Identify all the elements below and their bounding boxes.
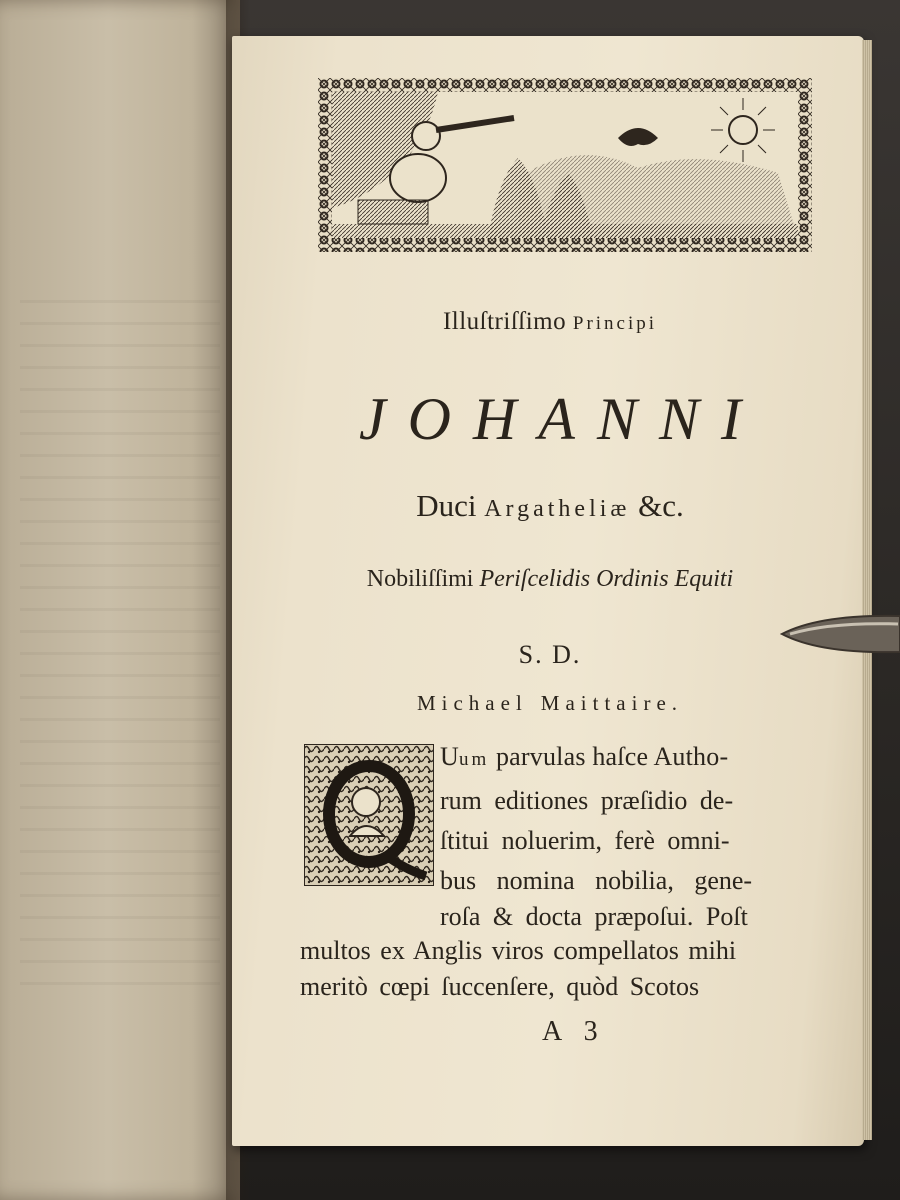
book-pointer-icon — [780, 606, 900, 662]
dedicatee-name: JOHANNI — [359, 386, 763, 452]
text-line-3: ſtitui noluerim, ferè omni- — [440, 826, 730, 855]
left-page — [0, 0, 240, 1200]
dedication-line-1: Illuſtriſſimo Principi — [442, 308, 658, 335]
author-name: Michael Maittaire. — [416, 691, 684, 715]
dedicatee-title: Duci Argatheliæ &c. — [416, 488, 684, 523]
text-line-2: rum editiones præſidio de- — [440, 786, 734, 815]
signature-mark: A 3 — [542, 1016, 606, 1047]
text-line-4: bus nomina nobilia, gene- — [440, 866, 753, 895]
dedicatee-order: Nobiliſſimi Periſcelidis Ordinis Equiti — [366, 566, 734, 592]
decorated-initial-q-icon — [304, 744, 434, 886]
text-line-5: roſa & docta præpoſui. Poſt — [440, 902, 748, 931]
page-edges — [862, 40, 872, 1140]
salutation: S. D. — [518, 640, 582, 669]
text-line-1: Uum parvulas haſce Autho- — [440, 742, 729, 771]
text-line-6: multos ex Anglis viros compellatos mihi — [300, 936, 737, 965]
woodcut-headpiece-icon — [318, 78, 812, 252]
text-line-7: meritò cœpi ſuccenſere, quòd Scotos — [300, 972, 700, 1001]
